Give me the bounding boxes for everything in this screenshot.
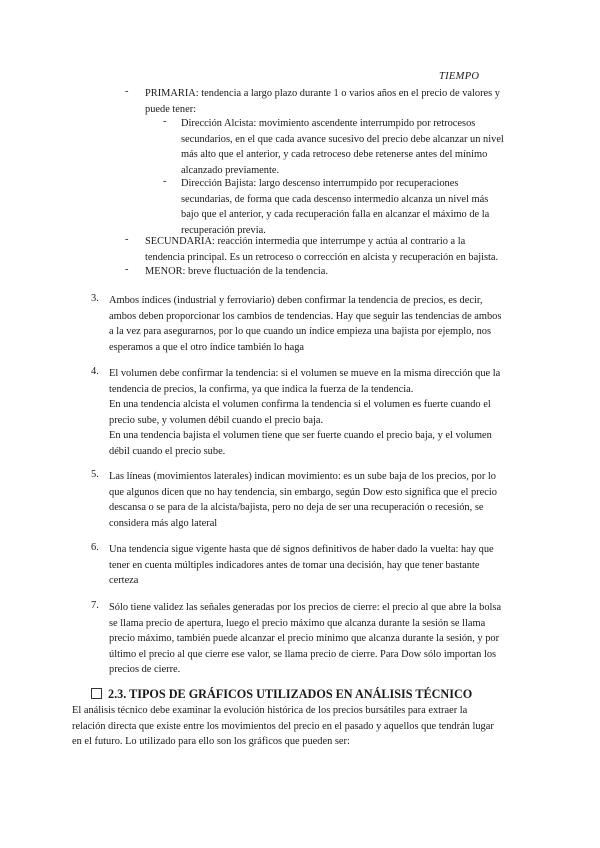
subtype-bajista <box>181 176 489 238</box>
list-number: 7. <box>91 600 99 611</box>
trend-menor <box>145 264 328 280</box>
bullet-dash: - <box>125 234 129 245</box>
text-line: considera más algo lateral <box>109 517 218 529</box>
checkbox-icon <box>91 688 102 699</box>
text-line: último el precio al que cierre ese valor, se llama precio de cierre. Para Dow sólo importan los <box>109 648 497 660</box>
text-line: ambos deben proporcionar los cambios de tendencias. Hay que seguir las tendencias de ambos <box>109 310 502 322</box>
text-line: relación directa que existe entre los movimientos del precio en el pasado y aquellos que tendrán lugar <box>72 720 494 732</box>
text-line: puede tener: <box>145 103 197 115</box>
text-line: Dirección Bajista: largo descenso interrumpido por recuperaciones <box>181 178 459 189</box>
text-line: bajo que el anterior, y cada recuperación falla en alcanzar el máximo de la <box>181 209 490 220</box>
text-line: Las líneas (movimientos laterales) indican movimiento: es un sube baja de los precios, por lo <box>109 471 496 482</box>
section-heading <box>91 687 472 702</box>
text-line: tener en cuenta múltiples indicadores antes de tomar una decisión, hay que tener bastante <box>109 559 480 571</box>
text-line: Dirección Alcista: movimiento ascendente interrumpido por retrocesos <box>181 118 476 129</box>
text-line: recuperación previa. <box>181 224 266 236</box>
principle-7 <box>109 600 501 678</box>
trend-primaria <box>145 86 500 117</box>
text-line: que algunos dicen que no hay tendencia, sin embargo, según Dow esto significa que el precio <box>109 486 497 498</box>
text-line: El análisis técnico debe examinar la evolución histórica de los precios bursátiles para extraer la <box>72 705 468 716</box>
text-line: En una tendencia alcista el volumen confirma la tendencia si el volumen es fuerte cuando el <box>109 399 491 410</box>
text-line: precios de cierre. <box>109 664 181 675</box>
sub-bullet-dash: - <box>163 176 167 187</box>
text-line: El volumen debe confirmar la tendencia: si el volumen se mueve en la misma dirección que la <box>109 368 501 379</box>
page-header-word: TIEMPO <box>439 71 480 82</box>
text-line: SECUNDARIA: reacción intermedia que interrumpe y actúa al contrario a la <box>145 236 466 247</box>
text-line: Una tendencia sigue vigente hasta que dé signos definitivos de haber dado la vuelta: hay que <box>109 544 494 555</box>
text-line: más alto que el anterior, y cada retroceso debe retenerse antes del mínimo <box>181 149 488 160</box>
text-line: alcanzado previamente. <box>181 164 280 176</box>
section-title-text: 2.3. TIPOS DE GRÁFICOS UTILIZADOS EN ANÁLISIS TÉCNICO <box>108 687 473 701</box>
list-number: 4. <box>91 366 99 377</box>
bullet-dash: - <box>125 264 129 275</box>
text-line: se llama precio de apertura, luego el precio máximo que alcanza durante la sesión se llama <box>109 617 486 629</box>
list-number: 3. <box>91 293 99 304</box>
text-line: MENOR: breve fluctuación de la tendencia. <box>145 266 328 277</box>
list-number: 6. <box>91 542 99 553</box>
principle-6 <box>109 542 494 589</box>
bullet-dash: - <box>125 86 129 97</box>
text-line: precio máximo, también puede alcanzar el precio mínimo que alcanza durante la sesión, y por <box>109 633 500 644</box>
principle-4 <box>109 366 500 459</box>
sub-bullet-dash: - <box>163 116 167 127</box>
principle-3 <box>109 293 501 355</box>
trend-secundaria <box>145 234 498 265</box>
text-line: Sólo tiene validez las señales generadas por los precios de cierre: el precio al que abre la bolsa <box>109 602 502 613</box>
text-line: En una tendencia bajista el volumen tiene que ser fuerte cuando el precio baja, y el volumen <box>109 430 492 441</box>
text-line: a la vez para asegurarnos, por lo que cuando un índice empieza una bajista por ejemplo, nos <box>109 326 492 337</box>
text-line: certeza <box>109 575 139 586</box>
section-intro <box>72 703 494 750</box>
text-line: en el futuro. Lo utilizado para ello son los gráficos que pueden ser: <box>72 736 350 747</box>
principle-5 <box>109 469 497 531</box>
text-line: esperamos a que el otro índice también lo haga <box>109 341 305 353</box>
subtype-alcista <box>181 116 504 178</box>
list-number: 5. <box>91 469 99 480</box>
text-line: tendencia principal. Es un retroceso o corrección en alcista y recuperación en bajista. <box>145 251 499 263</box>
text-line: débil cuando el precio sube. <box>109 445 226 457</box>
text-line: precio sube, y volumen débil cuando el precio baja. <box>109 414 324 426</box>
text-line: secundarios, en el que cada avance sucesivo del precio debe alcanzar un nivel <box>181 133 504 145</box>
text-line: descansa o se para de la alcista/bajista, pero no deja de ser una recuperación o recesión, se <box>109 502 484 513</box>
text-line: tendencia de precios, la confirma, ya que indica la fuerza de la tendencia. <box>109 383 414 395</box>
text-line: Ambos índices (industrial y ferroviario) deben confirmar la tendencia de precios, es decir, <box>109 295 483 306</box>
text-line: PRIMARIA: tendencia a largo plazo durante 1 o varios años en el precio de valores y <box>145 88 501 99</box>
text-line: secundarias, de forma que cada descenso intermedio alcanza un nivel más <box>181 193 489 205</box>
